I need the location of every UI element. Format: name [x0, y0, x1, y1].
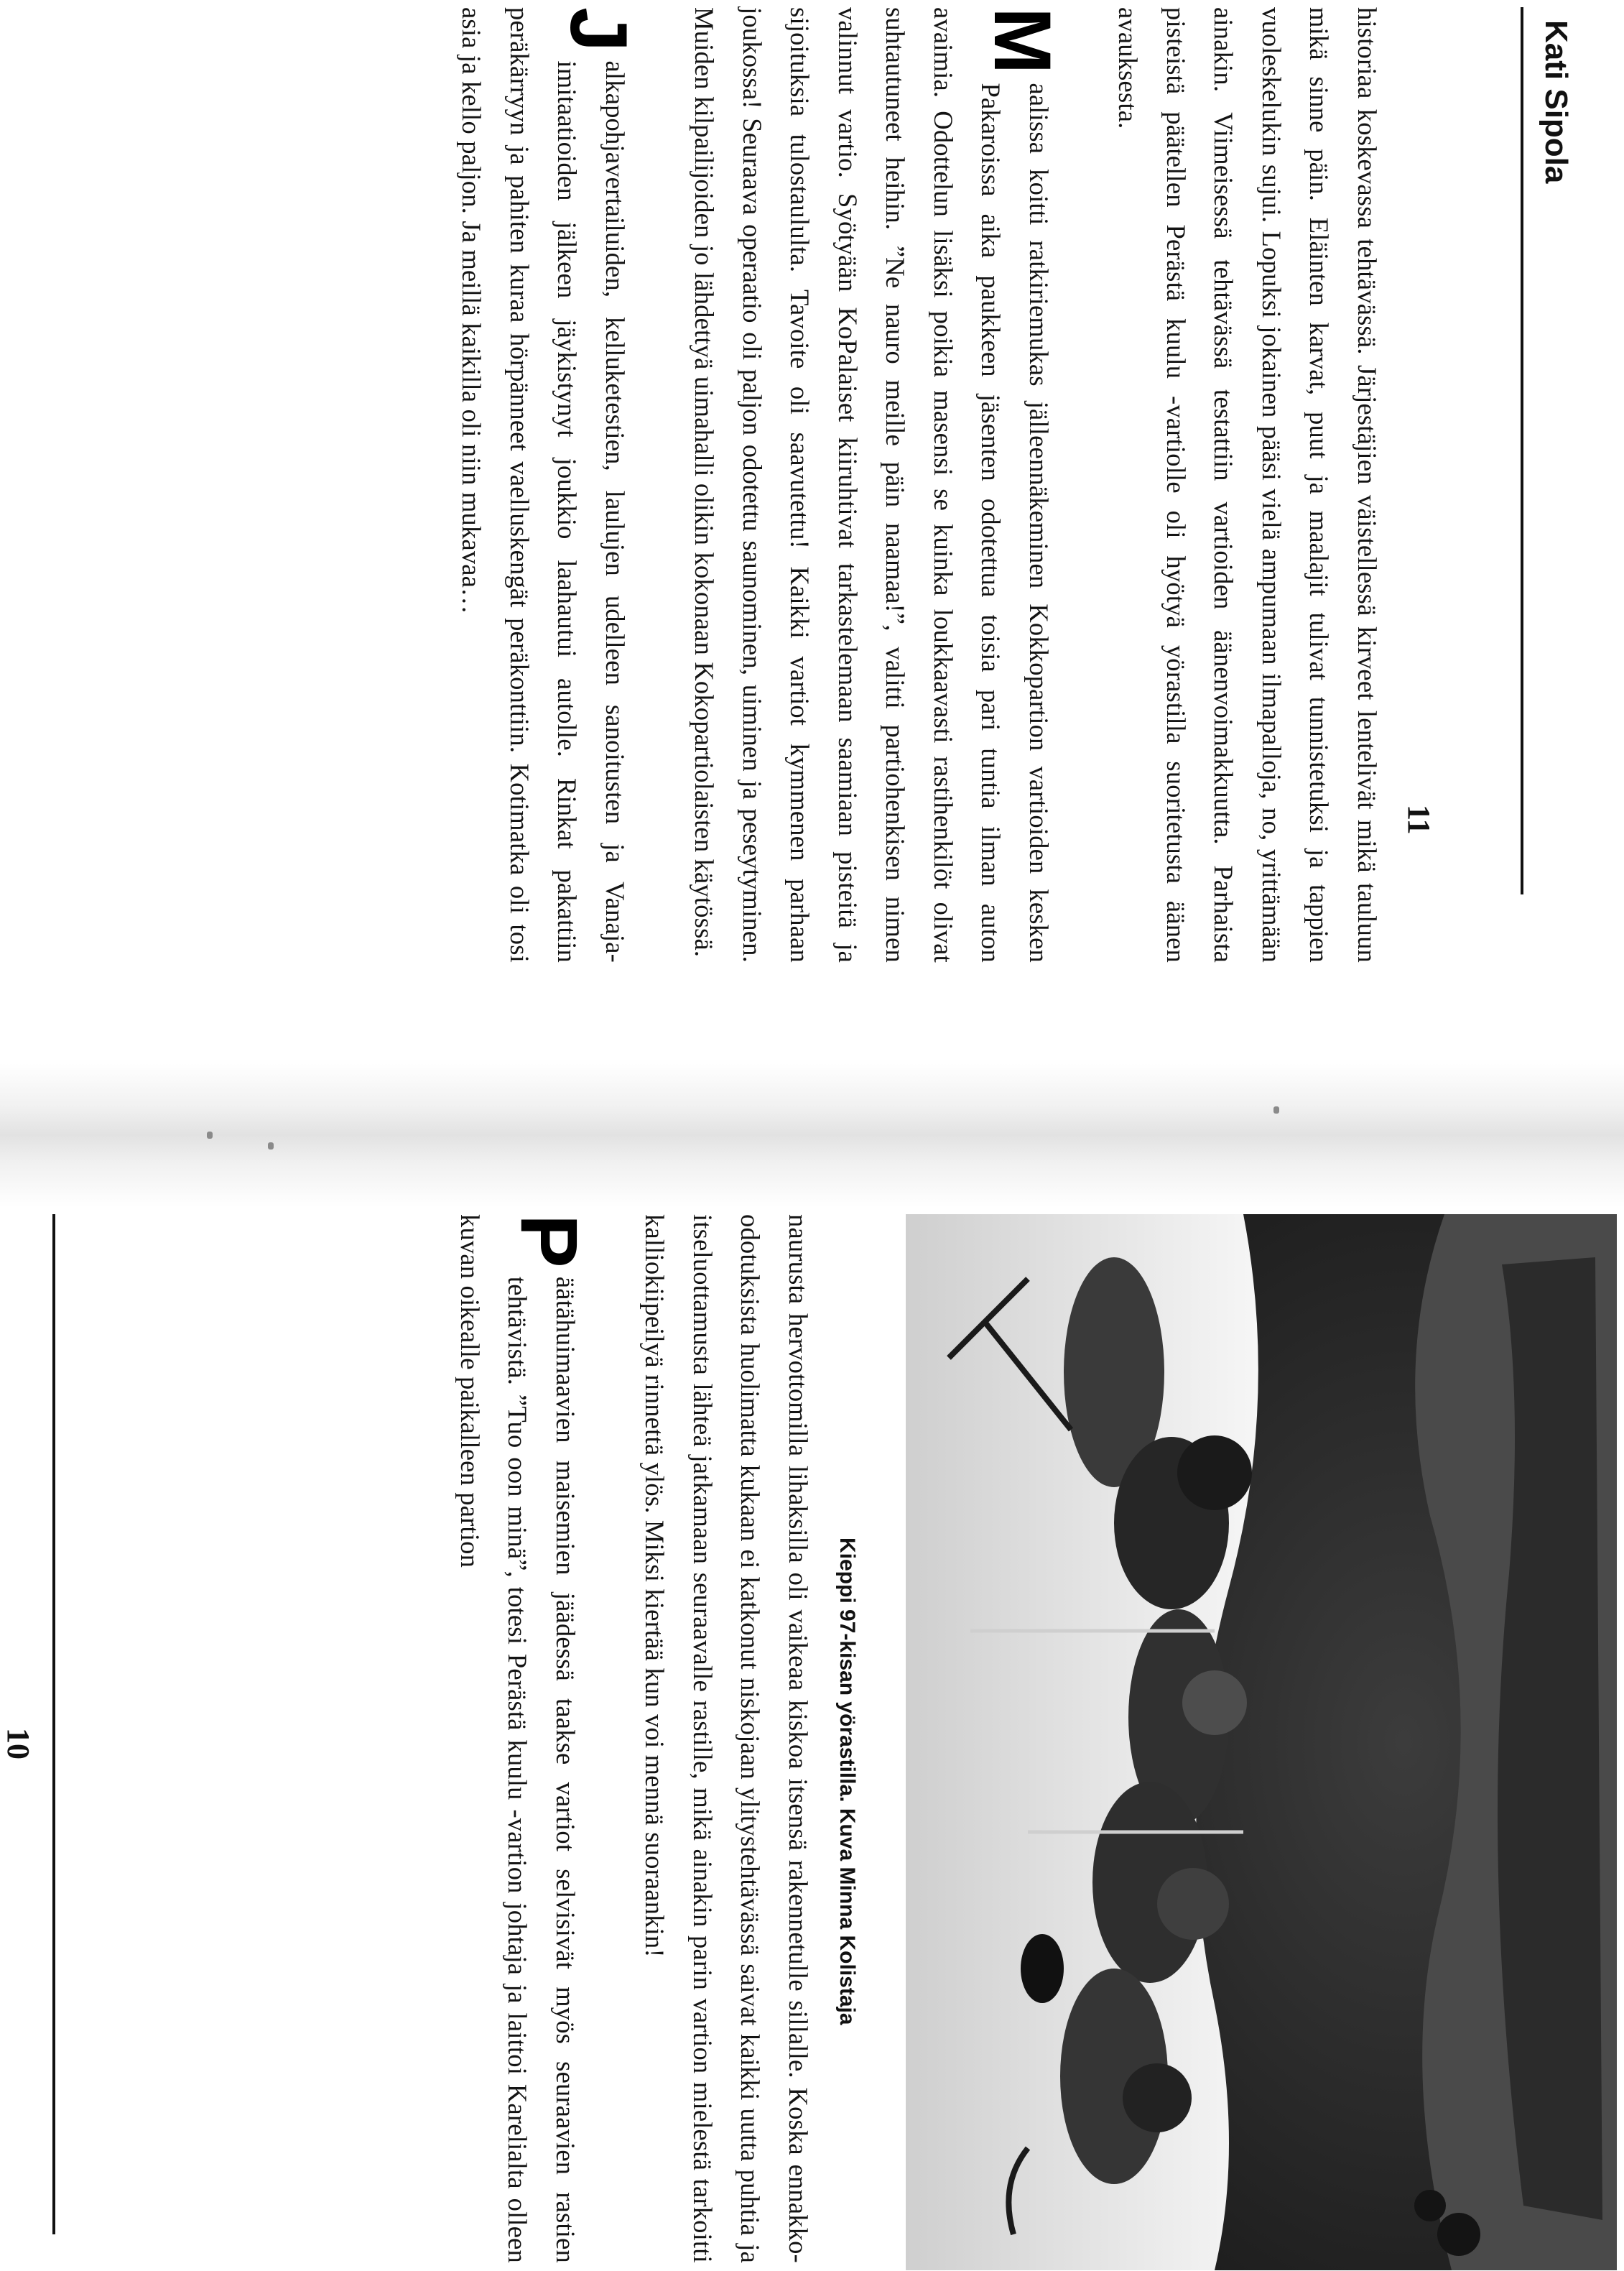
article-paragraph: naurusta hervottomilla lihaksilla oli vaikeaa kiskoa itsensä rakennetulle sillalle. Koska ennakko-odotuksista huolimatta kukaan ei katkonut niskojaan ylitystehtävässä saivat kaikki uutta puhtia ja itseluottamusta lähteä jatkamaan seuraavalle rastille, mikä ainakin parin vartion mielestä tarkoitti kalliokiipeilyä rinnettä ylös. Miksi kiertää kun voi mennä suoraankin!	[640, 1214, 813, 2263]
drop-cap-m: M	[978, 7, 1067, 75]
page-gutter	[0, 1063, 1624, 1207]
paragraph-j-text: alkapohjavertailuiden, kelluketestien, laulujen udelleen sanoitusten ja Vanaja-imitaatioiden jälkeen jäykistynyt joukkio laahautui autolle. Rinkat pakattiin peräkärryyn ja pahiten kuraa hörpänneet vaelluskengät peräkonttiin. Kotimatka oli tosi asia ja kello paljon. Ja meillä kaikilla oli niin mukavaa…	[457, 7, 630, 963]
article-paragraph: historiaa koskevassa tehtävässä. Järjestäjien väistellessä kirveet lentelivät mikä tauluun mikä sinne päin. Eläinten karvat, puut ja maalajit tulivat tunnistetuksi ja tappien vuoleskelukin sujui. Lopuksi jokainen pääsi vielä ampumaan ilmapalloja, no, yrittämään ainakin. Viimeisessä tehtävässä testattiin vartioiden äänenvoimakkuutta. Parhaista pisteistä päätellen Perästä kuulu -vartiolle oli hyötyä yörastilla suoritetusta äänen avauksesta.	[1113, 7, 1382, 963]
gutter-speck	[1273, 1106, 1279, 1114]
gutter-speck	[207, 1132, 213, 1139]
page-number-right: 10	[1, 1728, 36, 1759]
article-paragraph-j	[447, 7, 644, 963]
drop-cap-p: P	[504, 1214, 594, 1268]
page-number-left: 11	[1401, 805, 1437, 835]
article-paragraph-m	[680, 7, 1067, 963]
paragraph-m-text: aalissa koitti ratkiriemukas jälleennäkeminen Kokkopartion vartioiden kesken Pakaroissa aika paukkeen jäsenten odotettua toisia pari tuntia ilman auton avaimia. Odottelun lisäksi poikia masensi se kuinka loukkaavasti rastihenkilöt olivat suhtautuneet heihin. ”Ne nauro meille päin naamaa!”, valitti partiohenkisen nimen valinnut vartio. Syötyään KoPalaiset kiiruhtivat tarkastelemaan saamiaan pisteitä ja sijoituksia tulostaululta. Tavoite oli saavutettu! Kaikki vartiot kymmenen parhaan joukossa! Seuraava operaatio oli paljon odotettu saunominen, uiminen ja peseytyminen. Muiden kilpailijoiden jo lähdettyä uimahalli olikin kokonaan Kokopartiolaisten käytössä.	[690, 7, 1054, 963]
right-page-text-column	[446, 1214, 822, 2263]
gutter-speck	[268, 1142, 274, 1150]
article-paragraph-p	[446, 1214, 594, 2263]
drop-cap-j: J	[554, 7, 644, 52]
left-page-text-column	[447, 7, 1391, 963]
event-photo	[906, 1214, 1617, 2270]
paragraph-p-text: äätähuimaavien maisemien jäädessä taakse vartiot selvisivät myös seuraavien rastien tehtävistä. ”Tuo oon minä”, totesi Perästä kuulu -vartion johtaja ja laittoi Karelialta olleen kuvan oikealle paikalleen partion	[455, 1214, 580, 2263]
photo-artwork	[906, 1214, 1617, 2270]
photo-caption: Kieppi 97-kisan yörastilla. Kuva Minna Kolistaja	[835, 1537, 859, 2025]
right-page-bottom-rule	[52, 1214, 55, 2234]
author-name: Kati Sipola	[1539, 20, 1574, 184]
left-page-top-rule	[1521, 7, 1523, 894]
